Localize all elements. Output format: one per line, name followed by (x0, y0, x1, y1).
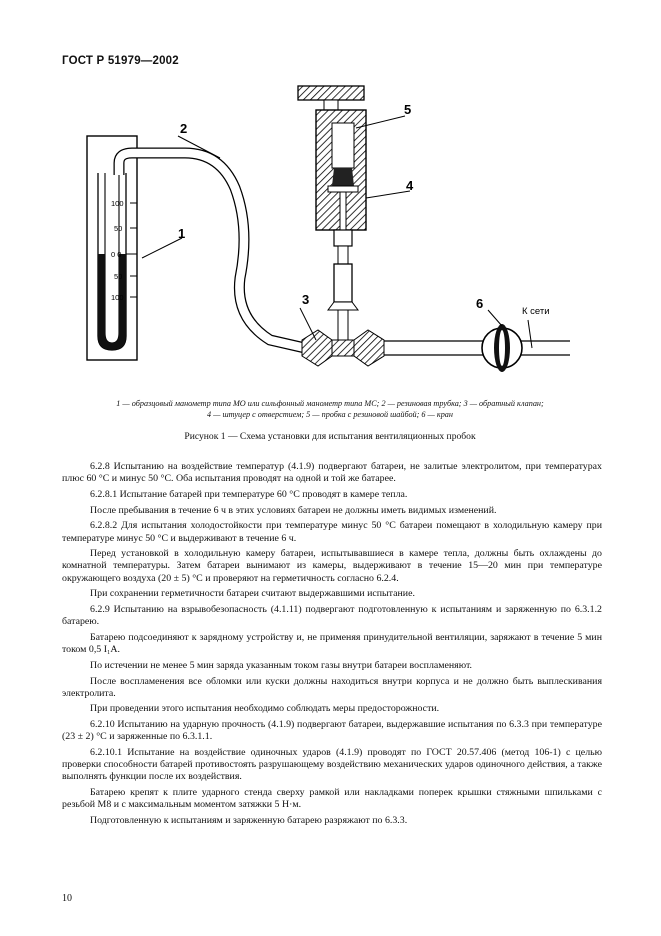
figure-title: Рисунок 1 — Схема установки для испытания вентиляционных пробок (184, 431, 476, 442)
paragraph: 6.2.8 Испытанию на воздействие температур (4.1.9) подвергают батареи, не залитые электролитом, при температурах плюс 60 °С и минус 50 °С. Оба испытания проводят на одной и той же батарее. (62, 461, 602, 485)
fitting-with-plug (298, 86, 366, 246)
legend-line: 4 — штуцер с отверстием; 5 — пробка с резиновой шайбой; 6 — кран (207, 410, 453, 419)
scale-label: 100 (111, 199, 124, 208)
callout-1: 1 (178, 226, 186, 241)
body-text (62, 461, 602, 831)
network-label: К сети (522, 306, 550, 317)
callout-5: 5 (404, 102, 412, 117)
figure-legend (50, 398, 610, 420)
test-setup-diagram (70, 78, 590, 388)
scale-label: 50 (114, 224, 123, 233)
rubber-tube (119, 153, 305, 348)
paragraph: 6.2.9 Испытанию на взрывобезопасность (4.1.11) подвергают подготовленную к испытаниям и заряженную по 6.3.1.2 батарею. (62, 604, 602, 628)
paragraph: 6.2.8.1 Испытание батарей при температуре 60 °С проводят в камере тепла. (90, 488, 408, 500)
callout-4: 4 (406, 178, 414, 193)
paragraph: По истечении не менее 5 мин заряда указанным током газы внутри батареи воспламеняют. (90, 659, 473, 671)
callout-2: 2 (180, 121, 188, 136)
manometer (87, 136, 137, 360)
paragraph: После пребывания в течение 6 ч в этих условиях батареи не должны иметь видимых изменений. (90, 504, 497, 516)
callout-3: 3 (302, 292, 310, 307)
paragraph: Перед установкой в холодильную камеру батареи, испытывавшиеся в камере тепла, должны быть охлаждены до комнатной температуры. Затем батареи вынимают из камеры, выдерживают в течение 15—20 мин при температуре окружающего воздуха (20 ± 5) °С и проверяют на герметичность согласно 6.2.4. (62, 548, 602, 584)
scale-label: 0 0 (111, 250, 122, 259)
scale-label: 50 (114, 272, 123, 281)
legend-line: 1 — образцовый манометр типа МО или сильфонный манометр типа МС; 2 — резиновая трубка; 3 — обратный клапан; (116, 399, 544, 408)
check-valve (302, 246, 384, 366)
paragraph: После воспламенения все обломки или куски должны находиться внутри корпуса и не должно быть выплескивания электролита. (62, 675, 602, 699)
tap-valve (482, 324, 522, 372)
paragraph: При проведении этого испытания необходимо соблюдать меры предосторожности. (90, 703, 440, 715)
callout-6: 6 (476, 296, 484, 311)
paragraph: Батарею крепят к плите ударного стенда сверху рамкой или накладками поперек крышки стяжными шпильками с резьбой М8 и с максимальным моментом затяжки 5 Н·м. (62, 787, 602, 811)
paragraph: При сохранении герметичности батареи считают выдержавшими испытание. (90, 588, 415, 600)
scale-label: 100 (111, 293, 124, 302)
paragraph: 6.2.10.1 Испытание на воздействие одиночных ударов (4.1.9) проводят по ГОСТ 20.57.406 (метод 106-1) с целью проверки способности батарей противостоять разрушающему воздействию механических ударов одиночного действия, а также выполнять функции после их воздействия. (62, 747, 602, 783)
paragraph: 6.2.10 Испытанию на ударную прочность (4.1.9) подвергают батареи, выдержавшие испытания по 6.3.3 при температуре (23 ± 2) °С и заряженные по 6.3.1.1. (62, 719, 602, 743)
paragraph: Батарею подсоединяют к зарядному устройству и, не применяя принудительной вентиляции, заряжают в течение 5 мин током 0,5 I₁А. (62, 631, 602, 656)
page-number: 10 (62, 893, 72, 904)
paragraph: 6.2.8.2 Для испытания холодостойкости при температуре минус 50 °С батареи помещают в холодильную камеру при температуре минус 50 °С и выдерживают в течение 6 ч. (62, 520, 602, 544)
document-header: ГОСТ Р 51979—2002 (62, 55, 179, 67)
paragraph: Подготовленную к испытаниям и заряженную батарею разряжают по 6.3.3. (90, 815, 408, 827)
